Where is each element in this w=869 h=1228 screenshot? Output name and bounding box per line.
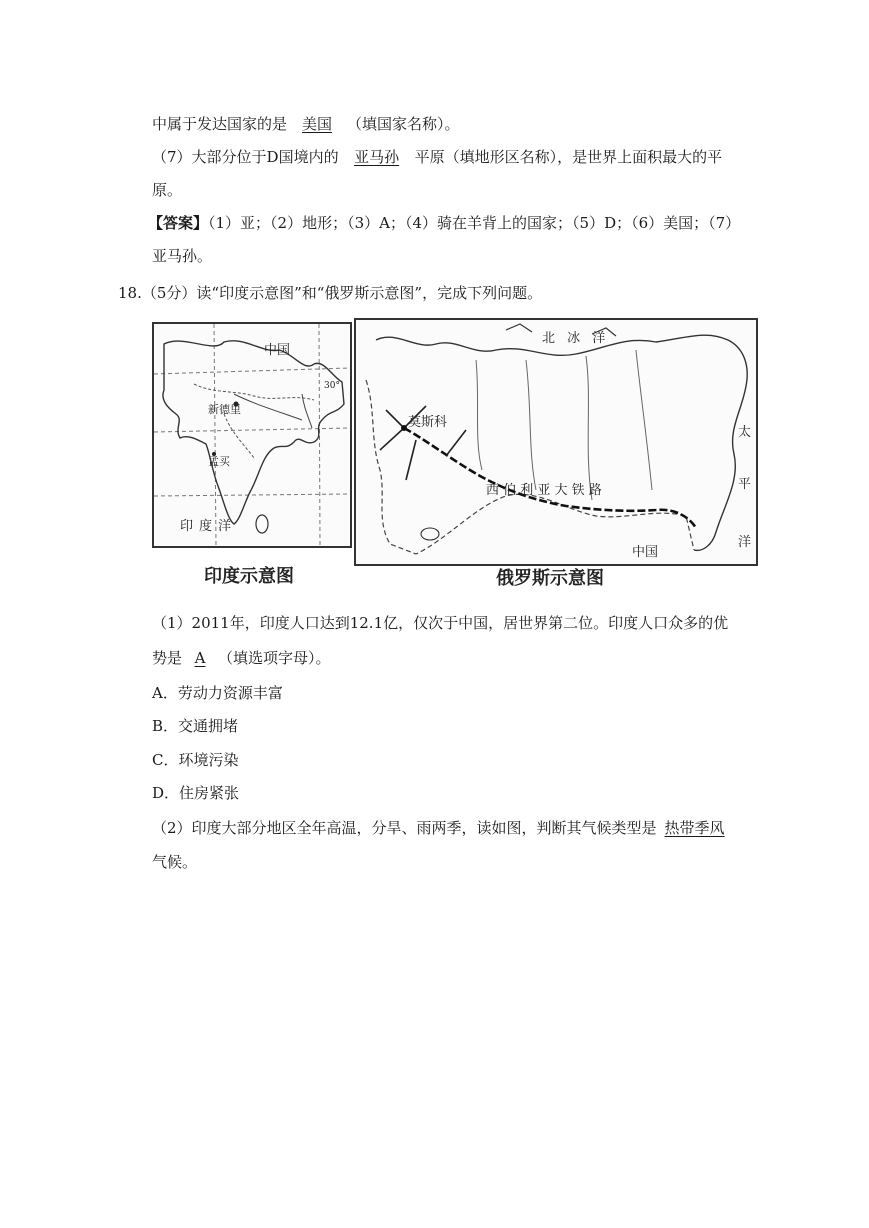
answer-blank-q2: 热带季风	[664, 819, 725, 837]
russia-map-caption: 俄罗斯示意图	[496, 568, 604, 589]
india-label-ocean: 印度洋	[180, 519, 238, 534]
india-map-drawing	[154, 324, 350, 546]
p3-text: 原。	[152, 181, 183, 199]
p1-prefix: 中属于发达国家的是	[152, 115, 288, 133]
russia-label-arctic: 北 冰 洋	[542, 331, 610, 346]
russia-label-pacific-1: 太	[738, 425, 752, 440]
india-label-lat-30: 30°	[324, 381, 340, 391]
india-label-mumbai: 孟买	[208, 455, 230, 468]
answer-line	[148, 213, 740, 233]
paragraph-line-1	[152, 114, 460, 134]
india-label-china: 中国	[264, 343, 291, 358]
russia-map-drawing	[356, 320, 756, 564]
option-a: A．劳动力资源丰富	[152, 684, 283, 702]
paragraph-line-2	[152, 147, 722, 167]
p2-suffix: 平原（填地形区名称），是世界上面积最大的平	[414, 148, 723, 166]
russia-label-pacific-3: 洋	[738, 535, 752, 550]
option-c: C．环境污染	[152, 751, 239, 769]
option-b: B．交通拥堵	[152, 717, 239, 735]
q2-prefix: （2）印度大部分地区全年高温，分旱、雨两季，读如图，判断其气候类型是	[152, 819, 657, 837]
q1-prefix: 势是	[152, 649, 183, 667]
question-18-stem: 18.（5分）读“印度示意图”和“俄罗斯示意图”，完成下列问题。	[118, 284, 543, 302]
question-1-line-1: （1）2011年，印度人口达到12.1亿，仅次于中国，居世界第二位。印度人口众多的优	[152, 614, 729, 632]
answer-blank-developed-country: 美国	[302, 115, 333, 133]
question-2-line-1	[152, 818, 733, 838]
maps-figure	[152, 318, 758, 596]
p1-suffix: （填国家名称）。	[347, 115, 460, 133]
answer-blank-q1: A	[194, 649, 206, 667]
russia-label-china: 中国	[632, 545, 659, 560]
india-label-newdelhi: 新德里	[208, 403, 241, 416]
paragraph-line-3	[152, 180, 182, 200]
answer-cont-text: 亚马孙。	[152, 247, 213, 265]
q1-suffix: （填选项字母）。	[218, 649, 331, 667]
russia-label-moscow: 莫斯科	[408, 415, 448, 430]
russia-label-pacific-2: 平	[738, 477, 752, 492]
russia-map	[354, 318, 758, 566]
question-1-line-2	[152, 648, 331, 668]
india-map-caption: 印度示意图	[204, 566, 294, 587]
answer-text: （1）亚；（2）地形；（3）A；（4）骑在羊背上的国家；（5）D；（6）美国；（7）	[208, 214, 741, 232]
answer-continuation	[152, 246, 212, 266]
answer-label: 【答案】	[148, 214, 209, 232]
option-d: D．住房紧张	[152, 784, 240, 802]
answer-blank-plain: 亚马孙	[354, 148, 400, 166]
russia-label-railway: 西 伯 利 亚 大 铁 路	[486, 483, 602, 498]
india-map	[152, 322, 352, 548]
p2-prefix: （7）大部分位于D国境内的	[152, 148, 339, 166]
question-2-line-2: 气候。	[152, 853, 198, 871]
